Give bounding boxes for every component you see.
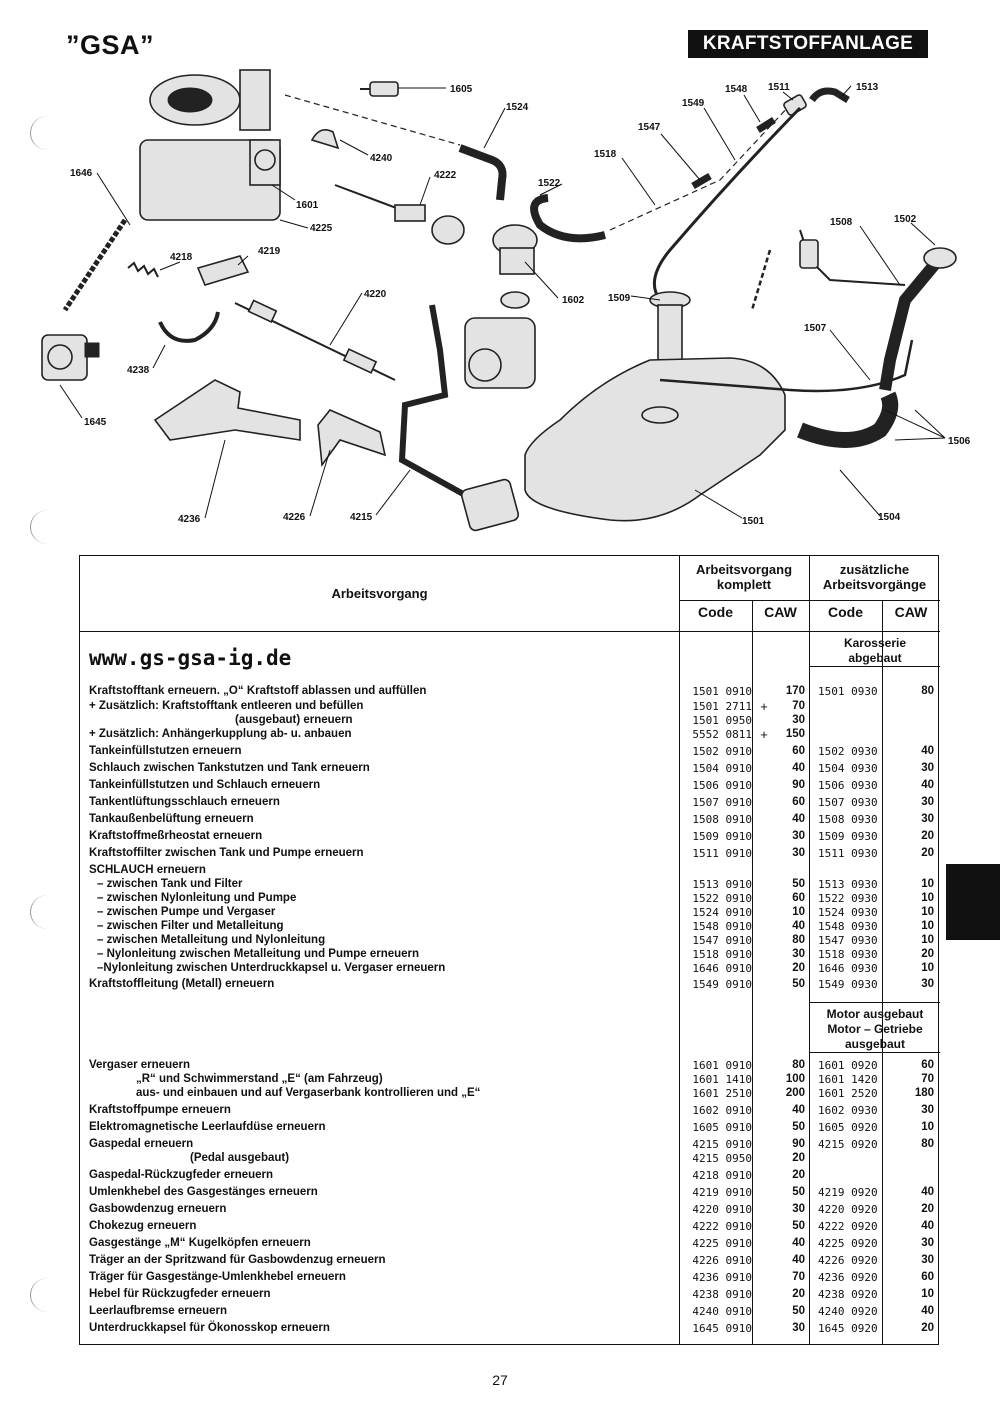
row-caw-additional: 10 <box>921 1121 934 1133</box>
table-row <box>80 846 940 861</box>
row-code-additional: 1504 0930 <box>818 762 878 775</box>
row-code: 1509 0910 <box>692 830 752 843</box>
row-caw-additional: 10 <box>921 920 934 932</box>
row-caw-additional: 20 <box>921 847 934 859</box>
row-code: 1511 0910 <box>692 847 752 860</box>
row-code-additional: 1605 0920 <box>818 1121 878 1134</box>
table-row <box>80 1219 940 1234</box>
row-code: 1501 0910 <box>692 685 752 698</box>
callout-1605: 1605 <box>450 84 473 95</box>
row-code: 1645 0910 <box>692 1322 752 1335</box>
table-row <box>80 713 940 728</box>
row-caw-additional: 30 <box>921 1237 934 1249</box>
row-caw: 30 <box>792 1322 805 1334</box>
row-caw-additional: 40 <box>921 745 934 757</box>
row-caw: 60 <box>792 892 805 904</box>
callout-4220: 4220 <box>364 289 387 300</box>
callout-4219: 4219 <box>258 246 281 257</box>
callout-4222: 4222 <box>434 170 457 181</box>
row-code: 1548 0910 <box>692 920 752 933</box>
row-description: aus- und einbauen und auf Vergaserbank kontrollieren und „E“ <box>136 1087 481 1099</box>
idle-brake-drawing <box>312 130 338 148</box>
row-description: Kraftstoffleitung (Metall) erneuern <box>89 978 275 990</box>
row-caw: 150 <box>785 728 805 740</box>
hose-1524-drawing <box>460 148 503 200</box>
row-code-additional: 4220 0920 <box>818 1203 878 1216</box>
row-caw-additional: 20 <box>921 830 934 842</box>
table-row <box>80 1270 940 1285</box>
table-row <box>80 1287 940 1302</box>
row-plus: + <box>760 727 768 742</box>
table-row <box>80 699 940 714</box>
table-row <box>80 1120 940 1135</box>
model-title: ”GSA” <box>66 30 155 60</box>
row-caw: 200 <box>785 1087 805 1099</box>
fuel-pump-drawing <box>465 225 537 388</box>
page-number: 27 <box>492 1372 508 1388</box>
row-caw-additional: 30 <box>921 796 934 808</box>
row-code: 1504 0910 <box>692 762 752 775</box>
row-code: 1549 0910 <box>692 978 752 991</box>
row-caw-additional: 70 <box>921 1073 934 1085</box>
row-caw: 90 <box>792 1138 805 1150</box>
row-caw: 40 <box>792 813 805 825</box>
row-caw: 10 <box>792 906 805 918</box>
row-code: 4215 0910 <box>692 1138 752 1151</box>
row-caw: 90 <box>792 779 805 791</box>
row-description: Gasbowdenzug erneuern <box>89 1203 227 1215</box>
row-caw: 50 <box>792 1121 805 1133</box>
callout-1502: 1502 <box>894 214 917 225</box>
row-code-additional: 1549 0930 <box>818 978 878 991</box>
table-row <box>80 829 940 844</box>
row-caw: 50 <box>792 1186 805 1198</box>
row-code: 1501 0950 <box>692 714 752 727</box>
row-caw: 170 <box>785 685 805 697</box>
row-code: 1601 1410 <box>692 1073 752 1086</box>
section-title: KRAFTSTOFFANLAGE <box>688 30 928 58</box>
row-caw-additional: 80 <box>921 685 934 697</box>
row-caw: 40 <box>792 762 805 774</box>
row-caw-additional: 10 <box>921 962 934 974</box>
table-row <box>80 1236 940 1251</box>
row-description: Tankaußenbelüftung erneuern <box>89 813 254 825</box>
table-row <box>80 727 940 742</box>
callout-1509: 1509 <box>608 293 631 304</box>
row-caw-additional: 40 <box>921 779 934 791</box>
row-description: – zwischen Nylonleitung und Pumpe <box>97 892 297 904</box>
row-code: 1605 0910 <box>692 1121 752 1134</box>
callout-1645: 1645 <box>84 417 107 428</box>
punch-hole-mark <box>30 1278 65 1312</box>
row-caw: 80 <box>792 1059 805 1071</box>
table-row <box>80 905 940 920</box>
table-row <box>80 877 940 892</box>
row-caw-additional: 10 <box>921 906 934 918</box>
table-row <box>80 761 940 776</box>
callout-1513: 1513 <box>856 82 879 93</box>
callout-1504: 1504 <box>878 512 901 523</box>
row-description: – zwischen Tank und Filter <box>97 878 243 890</box>
header-complete: Arbeitsvorgang komplett <box>695 562 793 592</box>
header-caw-additional: CAW <box>894 604 928 620</box>
fuel-tank-drawing <box>525 358 785 521</box>
callout-1646: 1646 <box>70 168 93 179</box>
table-row <box>80 891 940 906</box>
row-caw-additional: 10 <box>921 878 934 890</box>
callout-1501: 1501 <box>742 516 765 527</box>
row-caw-additional: 20 <box>921 948 934 960</box>
row-code-additional: 4222 0920 <box>818 1220 878 1233</box>
row-caw-additional: 30 <box>921 1254 934 1266</box>
row-description: –Nylonleitung zwischen Unterdruckkapsel u. Vergaser erneuern <box>97 962 446 974</box>
row-description: Kraftstofftank erneuern. „O“ Kraftstoff ablassen und auffüllen <box>89 685 427 697</box>
row-caw-additional: 20 <box>921 1203 934 1215</box>
callout-1522: 1522 <box>538 178 561 189</box>
callout-1547: 1547 <box>638 122 661 133</box>
row-code-additional: 1502 0930 <box>818 745 878 758</box>
row-description: Tankeinfüllstutzen und Schlauch erneuern <box>89 779 321 791</box>
table-row <box>80 744 940 759</box>
row-code: 4215 0950 <box>692 1152 752 1165</box>
table-row <box>80 977 940 992</box>
row-caw-additional: 30 <box>921 762 934 774</box>
row-description: Tankentlüftungsschlauch erneuern <box>89 796 280 808</box>
row-caw: 40 <box>792 920 805 932</box>
idle-solenoid-drawing <box>360 82 398 96</box>
row-caw-additional: 40 <box>921 1186 934 1198</box>
callout-1601: 1601 <box>296 200 319 211</box>
row-caw: 80 <box>792 934 805 946</box>
row-code-additional: 1509 0930 <box>818 830 878 843</box>
row-caw: 20 <box>792 1169 805 1181</box>
row-description: (Pedal ausgebaut) <box>190 1152 290 1164</box>
row-description: + Zusätzlich: Anhängerkupplung ab- u. anbauen <box>89 728 352 740</box>
row-code-additional: 4215 0920 <box>818 1138 878 1151</box>
vacuum-capsule-drawing <box>42 335 99 380</box>
row-caw-additional: 10 <box>921 892 934 904</box>
punch-hole-mark <box>30 895 65 929</box>
row-code: 1601 0910 <box>692 1059 752 1072</box>
row-code: 1646 0910 <box>692 962 752 975</box>
row-description: SCHLAUCH erneuern <box>89 864 206 876</box>
table-row <box>80 1168 940 1183</box>
row-caw: 50 <box>792 1305 805 1317</box>
row-caw: 20 <box>792 962 805 974</box>
row-description: Tankeinfüllstutzen erneuern <box>89 745 242 757</box>
row-code-additional: 1645 0920 <box>818 1322 878 1335</box>
row-description: Träger für Gasgestänge-Umlenkhebel erneuern <box>89 1271 346 1283</box>
row-caw-additional: 60 <box>921 1271 934 1283</box>
row-code: 4220 0910 <box>692 1203 752 1216</box>
row-caw: 50 <box>792 978 805 990</box>
labour-times-table <box>79 555 939 1345</box>
row-caw: 100 <box>785 1073 805 1085</box>
callout-4218: 4218 <box>170 252 193 263</box>
table-row <box>80 919 940 934</box>
row-description: Kraftstoffilter zwischen Tank und Pumpe erneuern <box>89 847 364 859</box>
row-code-additional: 1507 0930 <box>818 796 878 809</box>
table-row <box>80 1072 940 1087</box>
row-code: 1513 0910 <box>692 878 752 891</box>
filler-hose-drawing <box>800 395 890 440</box>
row-code: 1602 0910 <box>692 1104 752 1117</box>
row-code-additional: 1511 0930 <box>818 847 878 860</box>
table-row <box>80 961 940 976</box>
row-code-additional: 4236 0920 <box>818 1271 878 1284</box>
row-code: 1501 2711 <box>692 700 752 713</box>
row-description: – Nylonleitung zwischen Metalleitung und Pumpe erneuern <box>97 948 420 960</box>
table-row <box>80 1137 940 1152</box>
row-code-additional: 4225 0920 <box>818 1237 878 1250</box>
callout-4238: 4238 <box>127 365 150 376</box>
table-row <box>80 1253 940 1268</box>
row-caw: 30 <box>792 830 805 842</box>
row-description: + Zusätzlich: Kraftstofftank entleeren und befüllen <box>89 700 364 712</box>
row-code: 4225 0910 <box>692 1237 752 1250</box>
row-description: Leerlaufbremse erneuern <box>89 1305 228 1317</box>
table-row <box>80 1086 940 1101</box>
row-code-additional: 1601 2520 <box>818 1087 878 1100</box>
row-code-additional: 1601 0920 <box>818 1059 878 1072</box>
row-description: – zwischen Filter und Metalleitung <box>97 920 284 932</box>
row-caw: 30 <box>792 948 805 960</box>
row-code: 1601 2510 <box>692 1087 752 1100</box>
row-caw-additional: 30 <box>921 813 934 825</box>
table-row <box>80 863 940 878</box>
table-row <box>80 1304 940 1319</box>
row-code: 4236 0910 <box>692 1271 752 1284</box>
row-code-additional: 4240 0920 <box>818 1305 878 1318</box>
table-row <box>80 1058 940 1073</box>
table-row <box>80 778 940 793</box>
row-caw-additional: 60 <box>921 1059 934 1071</box>
callout-1506: 1506 <box>948 436 971 447</box>
header-additional: zusätzliche Arbeitsvorgänge <box>822 562 927 592</box>
callout-1507: 1507 <box>804 323 827 334</box>
header-code: Code <box>698 604 733 620</box>
callout-4215: 4215 <box>350 512 373 523</box>
row-plus: + <box>760 699 768 714</box>
table-row <box>80 933 940 948</box>
hose-1522-drawing <box>534 198 605 238</box>
row-code: 4219 0910 <box>692 1186 752 1199</box>
row-caw: 20 <box>792 1152 805 1164</box>
row-code: 1502 0910 <box>692 745 752 758</box>
row-code-additional: 1522 0930 <box>818 892 878 905</box>
row-caw-additional: 20 <box>921 1322 934 1334</box>
table-row <box>80 795 940 810</box>
callout-1511: 1511 <box>768 82 790 93</box>
callout-4240: 4240 <box>370 153 393 164</box>
callout-4236: 4236 <box>178 514 201 525</box>
row-code: 4226 0910 <box>692 1254 752 1267</box>
table-row <box>80 1202 940 1217</box>
callout-1524: 1524 <box>506 102 529 113</box>
row-code: 4218 0910 <box>692 1169 752 1182</box>
row-code-additional: 4238 0920 <box>818 1288 878 1301</box>
row-code: 4238 0910 <box>692 1288 752 1301</box>
callout-1602: 1602 <box>562 295 585 306</box>
return-spring-drawing <box>128 263 158 277</box>
choke-cable-drawing <box>335 185 464 244</box>
row-description: – zwischen Metalleitung und Nylonleitung <box>97 934 326 946</box>
callout-1508: 1508 <box>830 217 853 228</box>
row-code: 5552 0811 <box>692 728 752 741</box>
row-description: Hebel für Rückzugfeder erneuern <box>89 1288 271 1300</box>
header-work: Arbeitsvorgang <box>331 586 428 601</box>
row-code-additional: 1602 0930 <box>818 1104 878 1117</box>
row-caw: 30 <box>792 847 805 859</box>
row-caw: 70 <box>792 700 805 712</box>
website-url: www.gs-gsa-ig.de <box>89 646 292 670</box>
row-caw-additional: 40 <box>921 1305 934 1317</box>
metal-fuel-line-drawing <box>654 108 800 300</box>
row-caw-additional: 10 <box>921 1288 934 1300</box>
row-code: 1508 0910 <box>692 813 752 826</box>
row-caw-additional: 30 <box>921 1104 934 1116</box>
callout-1518: 1518 <box>594 149 617 160</box>
row-caw: 50 <box>792 1220 805 1232</box>
filler-neck-drawing <box>752 230 956 390</box>
row-description: (ausgebaut) erneuern <box>235 714 353 726</box>
header-code-additional: Code <box>828 604 863 620</box>
index-tab-marker <box>946 864 1000 940</box>
row-code-additional: 1547 0930 <box>818 934 878 947</box>
row-description: – zwischen Pumpe und Vergaser <box>97 906 276 918</box>
spring-lever-drawing <box>160 312 218 341</box>
row-caw-additional: 10 <box>921 934 934 946</box>
row-code-additional: 1506 0930 <box>818 779 878 792</box>
lever-bracket-drawing <box>155 380 300 440</box>
row-caw: 40 <box>792 1237 805 1249</box>
row-caw: 60 <box>792 796 805 808</box>
row-code: 1507 0910 <box>692 796 752 809</box>
row-description: Unterdruckkapsel für Ökonosskop erneuern <box>89 1322 330 1334</box>
row-code-additional: 1601 1420 <box>818 1073 878 1086</box>
exploded-parts-diagram <box>0 0 1000 550</box>
row-description: Elektromagnetische Leerlaufdüse erneuern <box>89 1121 326 1133</box>
table-row <box>80 1321 940 1336</box>
row-code: 1547 0910 <box>692 934 752 947</box>
row-caw: 60 <box>792 745 805 757</box>
row-code: 4222 0910 <box>692 1220 752 1233</box>
row-description: Schlauch zwischen Tankstutzen und Tank erneuern <box>89 762 370 774</box>
row-code-additional: 1501 0930 <box>818 685 878 698</box>
row-caw: 30 <box>792 714 805 726</box>
row-caw-additional: 180 <box>914 1087 934 1099</box>
row-description: Kraftstoffmeßrheostat erneuern <box>89 830 263 842</box>
section-body-removed: Karosserie abgebaut <box>843 636 907 665</box>
row-code-additional: 1524 0930 <box>818 906 878 919</box>
row-caw: 70 <box>792 1271 805 1283</box>
row-code-additional: 1513 0930 <box>818 878 878 891</box>
row-code-additional: 1646 0930 <box>818 962 878 975</box>
row-code-additional: 1548 0930 <box>818 920 878 933</box>
row-caw-additional: 80 <box>921 1138 934 1150</box>
row-caw: 30 <box>792 1203 805 1215</box>
callout-4226: 4226 <box>283 512 306 523</box>
row-code-additional: 4226 0920 <box>818 1254 878 1267</box>
row-caw-additional: 40 <box>921 1220 934 1232</box>
row-caw: 40 <box>792 1104 805 1116</box>
row-code: 1522 0910 <box>692 892 752 905</box>
row-code: 1524 0910 <box>692 906 752 919</box>
row-caw-additional: 30 <box>921 978 934 990</box>
row-code-additional: 4219 0920 <box>818 1186 878 1199</box>
callout-1548: 1548 <box>725 84 748 95</box>
callout-4225: 4225 <box>310 223 333 234</box>
row-caw: 20 <box>792 1288 805 1300</box>
table-row <box>80 684 940 699</box>
callout-1549: 1549 <box>682 98 705 109</box>
row-caw: 40 <box>792 1254 805 1266</box>
row-code: 1506 0910 <box>692 779 752 792</box>
row-description: Gasgestänge „M“ Kugelköpfen erneuern <box>89 1237 311 1249</box>
row-code-additional: 1508 0930 <box>818 813 878 826</box>
table-row <box>80 947 940 962</box>
section-engine-removed: Motor ausgebaut Motor – Getriebe ausgebaut <box>826 1007 924 1051</box>
row-description: Gaspedal-Rückzugfeder erneuern <box>89 1169 274 1181</box>
row-description: Träger an der Spritzwand für Gasbowdenzug erneuern <box>89 1254 386 1266</box>
row-caw: 50 <box>792 878 805 890</box>
row-description: Chokezug erneuern <box>89 1220 197 1232</box>
row-description: Vergaser erneuern <box>89 1059 191 1071</box>
table-row <box>80 1103 940 1118</box>
relay-lever-drawing <box>198 256 248 285</box>
row-code-additional: 1518 0930 <box>818 948 878 961</box>
accelerator-cable-drawing <box>235 300 395 380</box>
table-row <box>80 812 940 827</box>
row-description: Kraftstoffpumpe erneuern <box>89 1104 231 1116</box>
row-description: Gaspedal erneuern <box>89 1138 194 1150</box>
row-description: Umlenkhebel des Gasgestänges erneuern <box>89 1186 318 1198</box>
row-description: „R“ und Schwimmerstand „E“ (am Fahrzeug) <box>136 1073 383 1085</box>
carburettor-drawing <box>140 70 280 220</box>
table-row <box>80 1151 940 1166</box>
row-code: 4240 0910 <box>692 1305 752 1318</box>
table-row <box>80 1185 940 1200</box>
row-code: 1518 0910 <box>692 948 752 961</box>
header-caw: CAW <box>764 604 797 620</box>
